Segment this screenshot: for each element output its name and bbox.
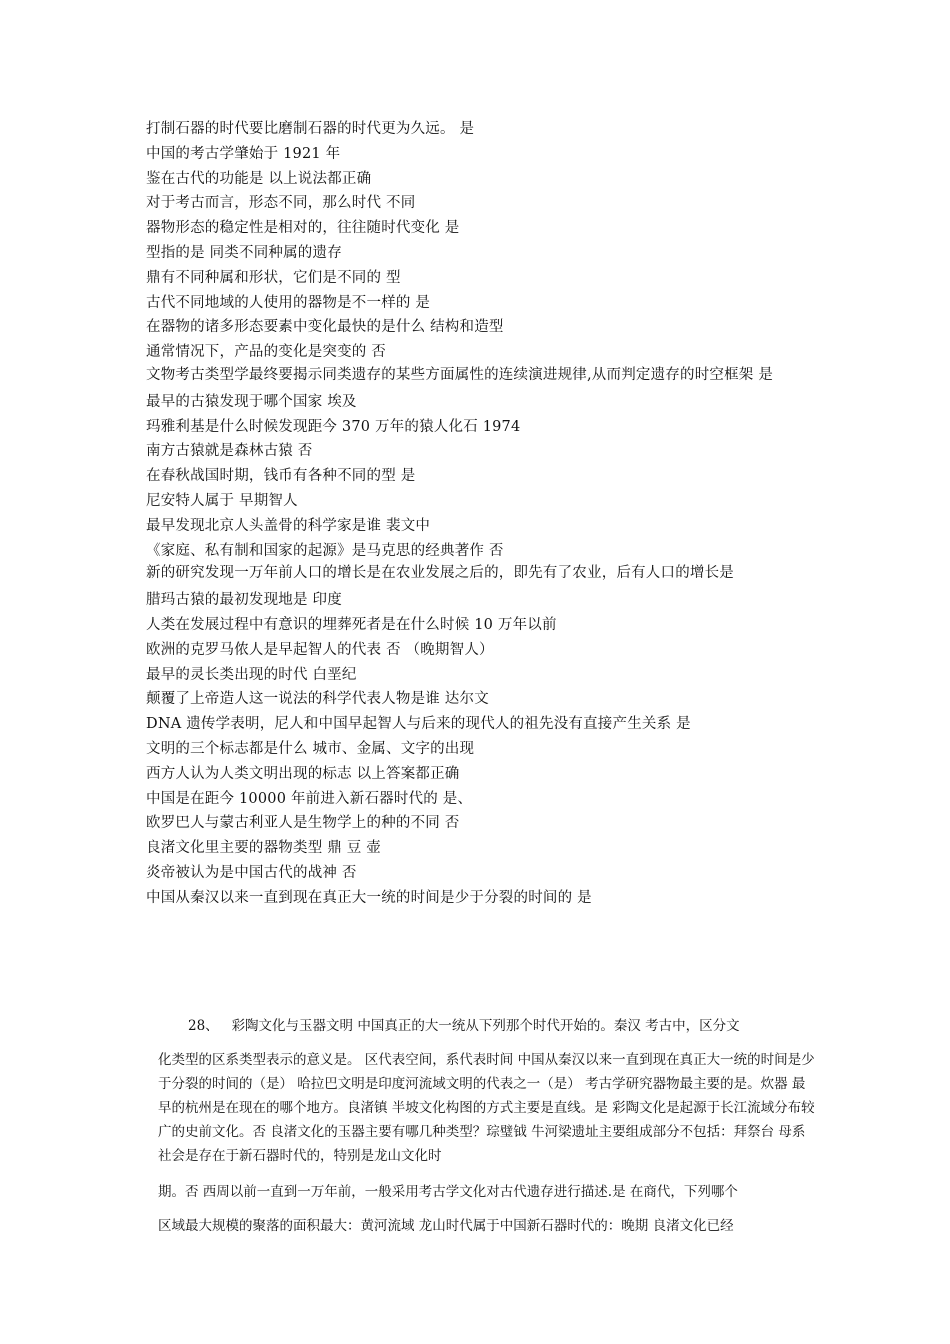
qa-line: 西方人认为人类文明出现的标志 以上答案都正确	[146, 765, 460, 782]
numbered-paragraph	[158, 1012, 818, 1238]
qa-line: 鼎有不同种属和形状，它们是不同的 型	[146, 269, 401, 286]
qa-line: 文物考古类型学最终要揭示同类遗存的某些方面属性的连续演进规律,从而判定遗存的时空框架 是	[146, 366, 774, 383]
paragraph-number: 28、	[188, 1018, 219, 1034]
qa-line: 颠覆了上帝造人这一说法的科学代表人物是谁 达尔文	[146, 691, 489, 708]
qa-line: 中国的考古学肇始于 1921 年	[146, 145, 341, 162]
qa-line: 文明的三个标志都是什么 城市、金属、文字的出现	[146, 740, 475, 757]
paragraph-first-line	[158, 1012, 818, 1040]
qa-line: 对于考古而言，形态不同，那么时代 不同	[146, 195, 416, 212]
qa-line: 最早发现北京人头盖骨的科学家是谁 裴文中	[146, 517, 431, 534]
qa-line: 鉴在古代的功能是 以上说法都正确	[146, 170, 372, 187]
qa-line: 尼安特人属于 早期智人	[146, 492, 298, 509]
qa-line: 欧罗巴人与蒙古利亚人是生物学上的种的不同 否	[146, 815, 460, 832]
qa-line: 《家庭、私有制和国家的起源》是马克思的经典著作 否	[146, 542, 504, 559]
qa-line: 最早的灵长类出现的时代 白垩纪	[146, 666, 357, 683]
qa-line: 型指的是 同类不同种属的遗存	[146, 244, 342, 261]
qa-line: 最早的古猿发现于哪个国家 埃及	[146, 393, 357, 410]
qa-line: 欧洲的克罗马侬人是早起智人的代表 否 （晚期智人）	[146, 641, 494, 658]
qa-line: 中国从秦汉以来一直到现在真正大一统的时间是少于分裂的时间的 是	[146, 889, 592, 906]
qa-line: 新的研究发现一万年前人口的增长是在农业发展之后的，即先有了农业，后有人口的增长是	[146, 565, 734, 582]
qa-line: DNA 遗传学表明，尼人和中国早起智人与后来的现代人的祖先没有直接产生关系 是	[146, 716, 691, 733]
qa-line: 炎帝被认为是中国古代的战神 否	[146, 864, 357, 881]
qa-line: 通常情况下，产品的变化是突变的 否	[146, 344, 387, 361]
paragraph-first-text: 彩陶文化与玉器文明 中国真正的大一统从下列那个时代开始的。秦汉 考古中，区分文	[231, 1018, 740, 1034]
qa-line: 打制石器的时代要比磨制石器的时代更为久远。 是	[146, 121, 475, 137]
qa-list	[146, 117, 826, 911]
qa-line: 人类在发展过程中有意识的埋葬死者是在什么时候 10 万年以前	[146, 616, 557, 633]
paragraph-line: 期。否 西周以前一直到一万年前，一般采用考古学文化对古代遗存进行描述.是 在商代，下列哪个	[158, 1184, 738, 1200]
paragraph-body: 化类型的区系类型表示的意义是。 区代表空间，系代表时间 中国从秦汉以来一直到现在真正大一统的时间是少于分裂的时间的（是） 哈拉巴文明是印度河流域文明的代表之一（是） 考古学研究器物最主要的是。炊器 最早的杭州是在现在的哪个地方。良渚镇 半坡文化构图的方式主要是直线。是 彩陶文化是起源于长江流域分布较广的史前文化。否 良渚文化的玉器主要有哪几种类型？琮璧钺 牛河梁遗址主要组成部分不包括：拜祭台 母系社会是存在于新石器时代的，特别是龙山文化时	[158, 1052, 815, 1164]
qa-line: 玛雅利基是什么时候发现距今 370 万年的猿人化石 1974	[146, 418, 521, 435]
qa-line: 器物形态的稳定性是相对的，往往随时代变化 是	[146, 220, 460, 237]
qa-line: 在器物的诸多形态要素中变化最快的是什么 结构和造型	[146, 319, 504, 336]
qa-line: 良渚文化里主要的器物类型 鼎 豆 壶	[146, 840, 381, 857]
qa-line: 南方古猿就是森林古猿 否	[146, 443, 313, 460]
qa-line: 在春秋战国时期，钱币有各种不同的型 是	[146, 468, 416, 485]
qa-line: 古代不同地域的人使用的器物是不一样的 是	[146, 294, 431, 311]
qa-line: 腊玛古猿的最初发现地是 印度	[146, 592, 342, 609]
qa-line: 中国是在距今 10000 年前进入新石器时代的 是、	[146, 790, 473, 807]
paragraph-line: 区域最大规模的聚落的面积最大：黄河流域 龙山时代属于中国新石器时代的：晚期 良渚文化已经	[158, 1218, 734, 1234]
